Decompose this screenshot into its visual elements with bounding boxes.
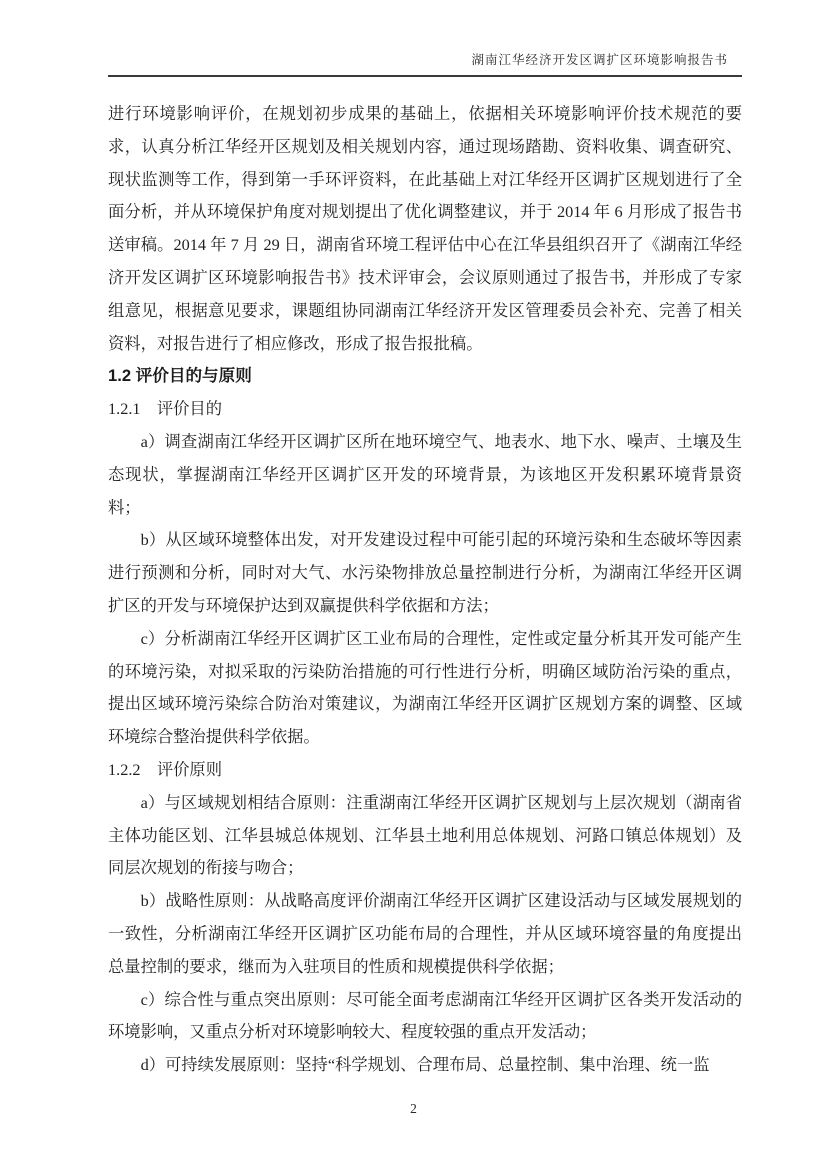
- evaluation-principle-item-c: c）综合性与重点突出原则：尽可能全面考虑湖南江华经开区调扩区各类开发活动的环境影响，又重点分析对环境影响较大、程度较强的重点开发活动；: [108, 989, 742, 1042]
- page-header: [108, 50, 742, 77]
- subsection-heading-1-2-1: 1.2.1 评价目的: [108, 399, 222, 419]
- paragraph-continuation: 进行环境影响评价，在规划初步成果的基础上，依据相关环境影响评价技术规范的要求，认真分析江华经开区规划及相关规划内容，通过现场踏勘、资料收集、调查研究、现状监测等工作，得到第一手环评资料，在此基础上对江华经开区调扩区规划进行了全面分析，并从环境保护角度对规划提出了优化调整建议，并于 2014 年 6 月形成了报告书送审稿。2014 年 7 月 29 日，湖南省环境工程评估中心在江华县组织召开了《湖南江华经济开发区调扩区环境影响报告书》技术评审会，会议原则通过了报告书，并形成了专家组意见，根据意见要求，课题组协同湖南江华经济开发区管理委员会补充、完善了相关资料，对报告进行了相应修改，形成了报告报批稿。: [108, 104, 742, 353]
- evaluation-principle-item-b: b）战略性原则：从战略高度评价湖南江华经开区调扩区建设活动与区域发展规划的一致性，分析湖南江华经开区调扩区功能布局的合理性，并从区域环境容量的角度提出总量控制的要求，继而为入驻项目的性质和规模提供科学依据；: [108, 891, 742, 976]
- evaluation-principle-item-a: a）与区域规划相结合原则：注重湖南江华经开区调扩区规划与上层次规划（湖南省主体功能区划、江华县城总体规划、江华县土地利用总体规划、河路口镇总体规划）及同层次规划的衔接与吻合；: [108, 792, 742, 878]
- evaluation-principle-item-d: d）可持续发展原则：坚持“科学规划、合理布局、总量控制、集中治理、统一监: [140, 1055, 710, 1075]
- header-title: 湖南江华经济开发区调扩区环境影响报告书: [471, 53, 728, 67]
- page-footer: [0, 1101, 827, 1117]
- subsection-heading-1-2-2: 1.2.2 评价原则: [108, 759, 222, 779]
- evaluation-objective-item-a: a）调查湖南江华经开区调扩区所在地环境空气、地表水、地下水、噪声、土壤及生态现状，掌握湖南江华经开区调扩区开发的环境背景，为该地区开发积累环境背景资料；: [108, 431, 742, 517]
- evaluation-objective-item-b: b）从区域环境整体出发，对开发建设过程中可能引起的环境污染和生态破坏等因素进行预测和分析，同时对大气、水污染物排放总量控制进行分析，为湖南江华经开区调扩区的开发与环境保护达到双赢提供科学依据和方法；: [108, 530, 742, 615]
- page-body: [108, 98, 742, 1082]
- evaluation-objective-item-c: c）分析湖南江华经开区调扩区工业布局的合理性，定性或定量分析其开发可能产生的环境污染，对拟采取的污染防治措施的可行性进行分析，明确区域防治污染的重点，提出区域环境污染综合防治对策建议，为湖南江华经开区调扩区规划方案的调整、区域环境综合整治提供科学依据。: [108, 628, 742, 747]
- section-heading-1-2: 1.2 评价目的与原则: [108, 366, 252, 386]
- page-number: 2: [410, 1101, 417, 1116]
